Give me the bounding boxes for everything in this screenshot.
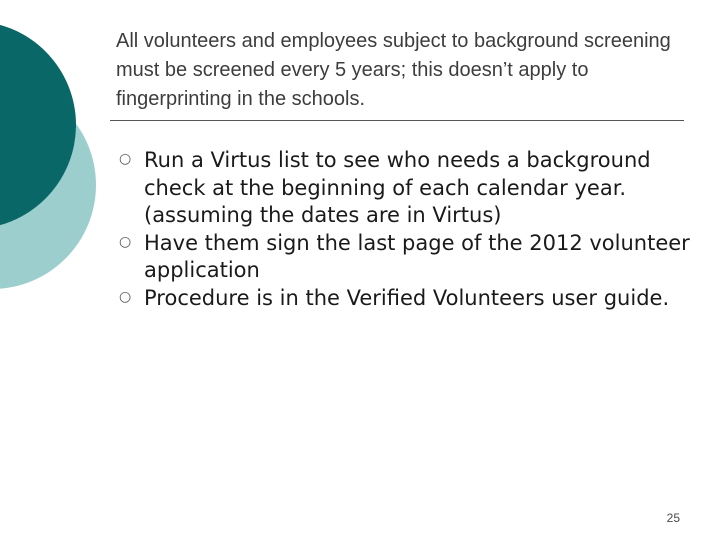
bullet-text: Procedure is in the Verified Volunteers user guide. bbox=[144, 285, 670, 310]
decorative-circles bbox=[0, 0, 120, 300]
bullet-text: Run a Virtus list to see who needs a background check at the beginning of each calendar year. (assuming the dates are in Virtus) bbox=[144, 148, 651, 227]
page-number: 25 bbox=[666, 511, 680, 525]
hollow-circle-bullet-icon: ○ bbox=[119, 288, 132, 305]
bullet-item bbox=[116, 230, 696, 285]
bullet-text: Have them sign the last page of the 2012 volunteer application bbox=[144, 230, 690, 282]
title-divider bbox=[110, 120, 684, 121]
bullet-list bbox=[116, 147, 696, 312]
bullet-item bbox=[116, 147, 696, 230]
slide-title: All volunteers and employees subject to background screening must be screened every 5 years; this doesn’t apply to fingerprinting in the schools. bbox=[116, 30, 671, 110]
hollow-circle-bullet-icon: ○ bbox=[119, 151, 132, 167]
bullet-item bbox=[116, 285, 696, 313]
hollow-circle-bullet-icon: ○ bbox=[119, 233, 132, 250]
